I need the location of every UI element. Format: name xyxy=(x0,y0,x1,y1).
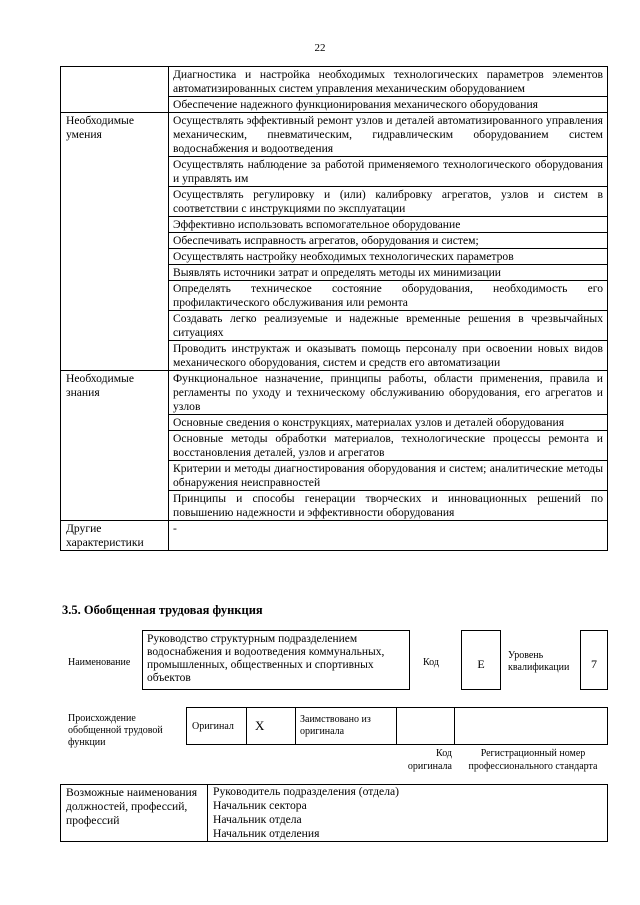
table-row xyxy=(61,67,608,97)
table-row xyxy=(61,371,608,415)
row-item: Диагностика и настройка необходимых технологических параметров элементов автоматизированных систем управления механическим оборудованием xyxy=(169,67,608,97)
row-item: Основные методы обработки материалов, технологические процессы ремонта и восстановления деталей, узлов и агрегатов xyxy=(169,431,608,461)
name-value-box xyxy=(142,630,410,690)
code-value-box xyxy=(461,630,501,690)
row-item: Проводить инструктаж и оказывать помощь персоналу при освоении новых видов механического оборудования, систем и средств его автоматизации xyxy=(169,341,608,371)
page-number: 22 xyxy=(314,42,326,54)
table-row xyxy=(61,113,608,157)
position-row xyxy=(61,785,608,800)
code-label: Код xyxy=(423,657,439,668)
row-item: Определять техническое состояние оборудования, необходимость его профилактического обслуживания или ремонта xyxy=(169,281,608,311)
section-title: 3.5. Обобщенная трудовая функция xyxy=(62,603,263,617)
position-item: Начальник отделения xyxy=(208,827,608,842)
original-label: Оригинал xyxy=(192,721,234,732)
name-label: Наименование xyxy=(68,657,131,668)
row-item: Осуществлять регулировку и (или) калибровку агрегатов, узлов и систем в соответствии с инструкциями по эксплуатации xyxy=(169,187,608,217)
row-item: Критерии и методы диагностирования оборудования и систем; аналитические методы обнаружения неисправностей xyxy=(169,461,608,491)
level-label: Уровень квалификации xyxy=(508,650,570,673)
position-item: Начальник сектора xyxy=(208,799,608,813)
row-item: Выявлять источники затрат и определять методы их минимизации xyxy=(169,265,608,281)
row-item: Осуществлять настройку необходимых технологических параметров xyxy=(169,249,608,265)
code-value: E xyxy=(477,657,485,671)
original-mark: X xyxy=(255,718,265,733)
position-item: Руководитель подразделения (отдела) xyxy=(208,785,608,800)
row-item: Функциональное назначение, принципы работы, области применения, правила и регламенты по уходу и техническому обслуживанию оборудования, его агрегатов и узлов xyxy=(169,371,608,415)
code-original-label: Код оригинала xyxy=(407,748,452,772)
row-item: - xyxy=(169,521,608,551)
row-label: Необходимые умения xyxy=(61,113,169,371)
row-item: Эффективно использовать вспомогательное оборудование xyxy=(169,217,608,233)
row-item: Обеспечение надежного функционирования механического оборудования xyxy=(169,97,608,113)
origin-box xyxy=(186,707,608,745)
level-value-box xyxy=(580,630,608,690)
row-item: Осуществлять эффективный ремонт узлов и деталей автоматизированного управления механическим, пневматическим, гидравлическим оборудованием систем водоснабжения и водоотведения xyxy=(169,113,608,157)
level-value: 7 xyxy=(591,657,597,671)
row-item: Осуществлять наблюдение за работой применяемого технологического оборудования и управлять им xyxy=(169,157,608,187)
skills-table xyxy=(60,66,608,551)
row-item: Основные сведения о конструкциях, материалах узлов и деталей оборудования xyxy=(169,415,608,431)
row-item: Принципы и способы генерации творческих и инновационных решений по повышению надежности и эффективности оборудования xyxy=(169,491,608,521)
origin-label: Происхождение обобщенной трудовой функции xyxy=(68,713,163,748)
positions-table xyxy=(60,784,608,842)
row-label: Необходимые знания xyxy=(61,371,169,521)
position-item: Начальник отдела xyxy=(208,813,608,827)
table-row xyxy=(61,521,608,551)
row-item: Обеспечивать исправность агрегатов, оборудования и систем; xyxy=(169,233,608,249)
name-value: Руководство структурным подразделением водоснабжения и водоотведения коммунальных, промышленных, общественных и спортивных объектов xyxy=(147,633,385,684)
row-item: Создавать легко реализуемые и надежные временные решения в чрезвычайных ситуациях xyxy=(169,311,608,341)
row-label: Другие характеристики xyxy=(61,521,169,551)
borrowed-label: Заимствовано из оригинала xyxy=(300,714,371,737)
positions-label: Возможные наименования должностей, профессий, профессий xyxy=(61,785,208,842)
row-label xyxy=(61,67,169,113)
reg-number-label: Регистрационный номер профессионального стандарта xyxy=(468,748,598,772)
